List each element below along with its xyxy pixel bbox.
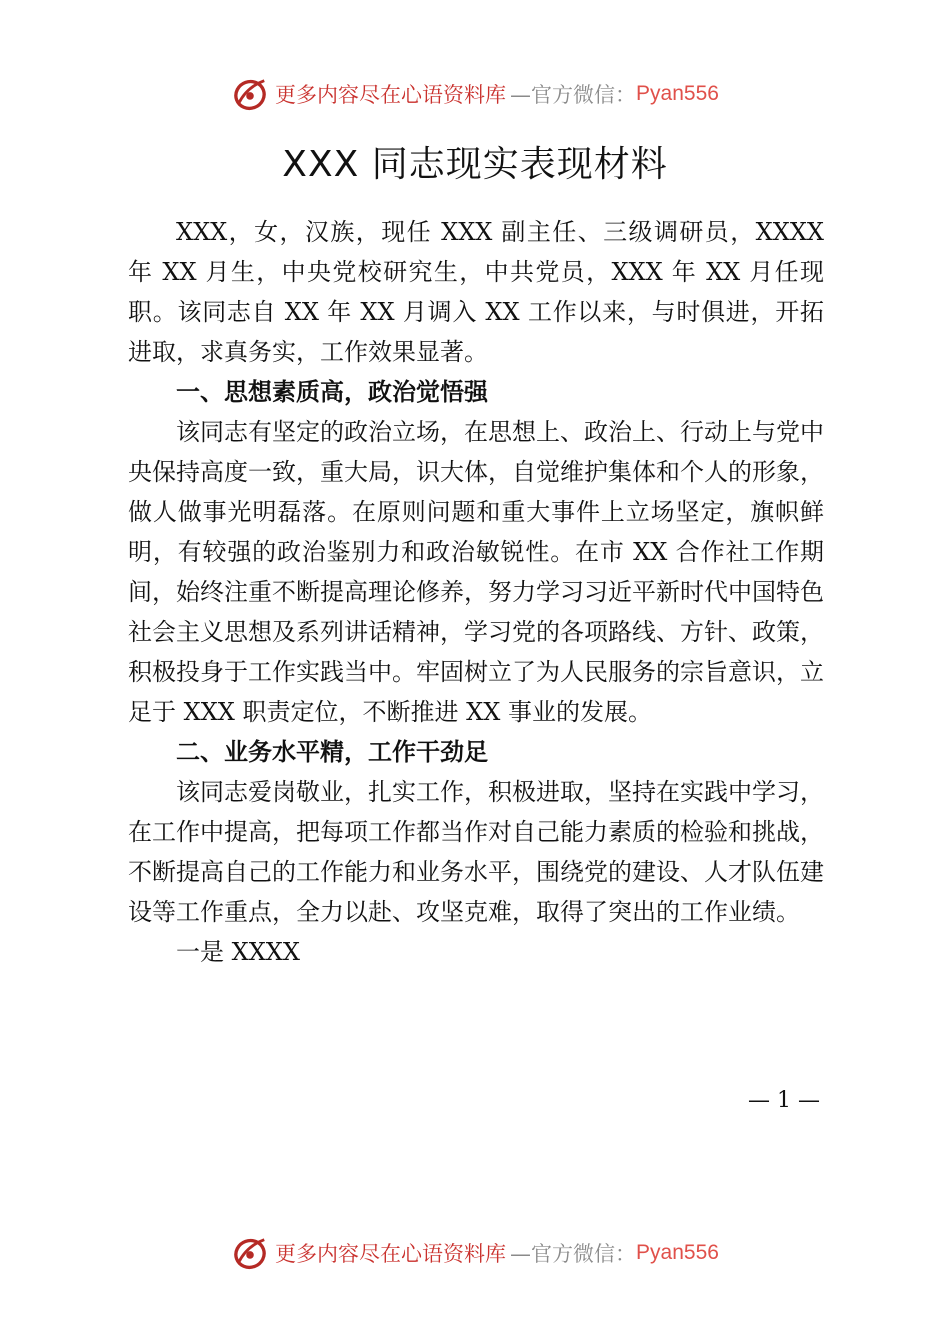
banner-wechat-id: Pyan556 (636, 82, 719, 105)
page-number: — 1 — (748, 1088, 820, 1113)
document-title: XXX 同志现实表现材料 (282, 144, 668, 185)
banner-wechat-id: Pyan556 (636, 1241, 719, 1264)
document-body (128, 212, 824, 972)
footer-watermark-banner (0, 1233, 950, 1273)
banner-wechat-label: —官方微信： (510, 83, 637, 107)
intro-paragraph: XXX，女，汉族，现任 XXX 副主任、三级调研员，XXXX 年 XX 月生，中央党校研究生，中共党员，XXX 年 XX 月任现职。该同志自 XX 年 XX 月调入 XX 工作以来，与时俱进，开拓进取，求真务实，工作效果显著。 (128, 218, 824, 366)
header-watermark-banner (0, 74, 950, 114)
banner-wechat-label: —官方微信： (510, 1242, 637, 1266)
banner-text: 更多内容尽在心语资料库 (275, 1242, 507, 1266)
brush-logo-icon (231, 1234, 269, 1272)
section-2-paragraph: 该同志爱岗敬业，扎实工作，积极进取，坚持在实践中学习，在工作中提高，把每项工作都当作对自己能力素质的检验和挑战，不断提高自己的工作能力和业务水平，围绕党的建设、人才队伍建设等工作重点，全力以赴、攻坚克难，取得了突出的工作业绩。 (128, 778, 824, 926)
banner-text: 更多内容尽在心语资料库 (275, 83, 507, 107)
item-1-paragraph: 一是 XXXX (176, 938, 300, 966)
section-1-paragraph: 该同志有坚定的政治立场，在思想上、政治上、行动上与党中央保持高度一致，重大局，识大体，自觉维护集体和个人的形象，做人做事光明磊落。在原则问题和重大事件上立场坚定，旗帜鲜明，有较强的政治鉴别力和政治敏锐性。在市 XX 合作社工作期间，始终注重不断提高理论修养，努力学习习近平新时代中国特色社会主义思想及系列讲话精神，学习党的各项路线、方针、政策，积极投身于工作实践当中。牢固树立了为人民服务的宗旨意识，立足于 XXX 职责定位，不断推进 XX 事业的发展。 (128, 418, 824, 726)
section-heading-2: 二、业务水平精，工作干劲足 (176, 738, 488, 766)
brush-logo-icon (231, 75, 269, 113)
section-heading-1: 一、思想素质高，政治觉悟强 (176, 378, 488, 406)
